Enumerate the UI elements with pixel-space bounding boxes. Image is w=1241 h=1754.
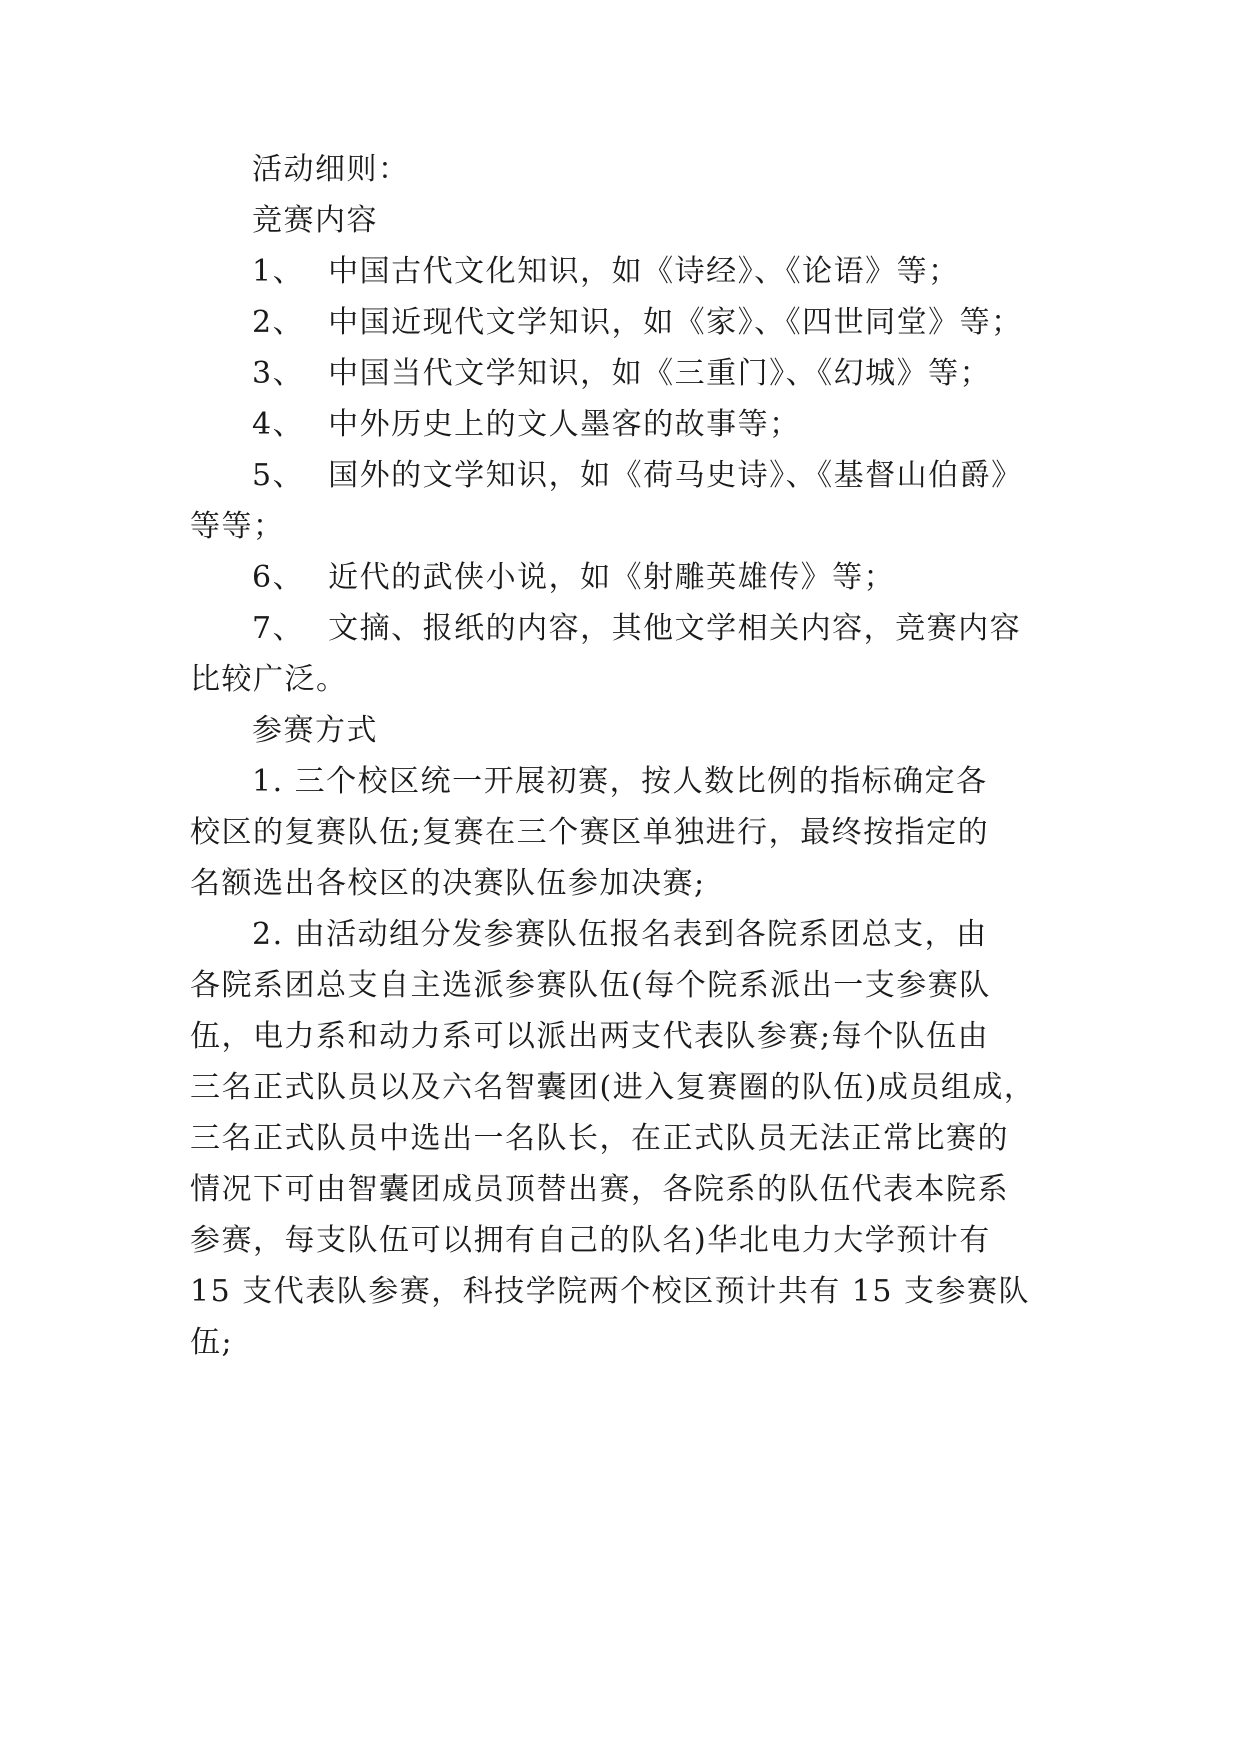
method-para2-line: 15 支代表队参赛，科技学院两个校区预计共有 15 支参赛队 <box>190 1274 1030 1309</box>
item-number: 1、 <box>252 254 305 289</box>
method-para2-line: 各院系团总支自主选派参赛队伍(每个院系派出一支参赛队 <box>190 968 991 1003</box>
document-heading: 活动细则： <box>252 152 410 187</box>
content-item-1 <box>252 252 960 292</box>
content-item-5 <box>252 456 1023 496</box>
item-text: 中国当代文学知识，如《三重门》、《幻城》等； <box>328 356 992 391</box>
content-item-7 <box>252 609 1021 649</box>
item-number: 5、 <box>252 458 305 493</box>
item-text: 文摘、报纸的内容，其他文学相关内容，竞赛内容 <box>328 611 1022 646</box>
content-item-3 <box>252 354 991 394</box>
item-text: 中国古代文化知识，如《诗经》、《论语》等； <box>328 254 960 289</box>
method-para2-line: 伍，电力系和动力系可以派出两支代表队参赛;每个队伍由 <box>190 1019 990 1054</box>
method-para2-line: 三名正式队员中选出一名队长，在正式队员无法正常比赛的 <box>190 1121 1009 1156</box>
content-item-6 <box>252 558 895 598</box>
content-item-5-continuation: 等等； <box>190 509 285 544</box>
item-text: 中国近现代文学知识，如《家》、《四世同堂》等； <box>328 305 1023 340</box>
item-number: 3、 <box>252 356 305 391</box>
method-para2-line: 三名正式队员以及六名智囊团(进入复赛圈的队伍)成员组成， <box>190 1070 1036 1105</box>
item-text: 国外的文学知识，如《荷马史诗》、《基督山伯爵》 <box>328 458 1023 493</box>
content-item-4 <box>252 405 801 445</box>
item-number: 6、 <box>252 560 305 595</box>
method-para2-line: 2. 由活动组分发参赛队伍报名表到各院系团总支，由 <box>252 917 988 952</box>
item-text: 中外历史上的文人墨客的故事等； <box>328 407 801 442</box>
item-number: 4、 <box>252 407 305 442</box>
content-item-2 <box>252 303 1023 343</box>
item-number: 7、 <box>252 611 305 646</box>
method-para2-line: 情况下可由智囊团成员顶替出赛，各院系的队伍代表本院系 <box>190 1172 1009 1207</box>
method-para1-line: 1. 三个校区统一开展初赛，按人数比例的指标确定各 <box>252 764 988 799</box>
item-number: 2、 <box>252 305 305 340</box>
method-para1-line: 名额选出各校区的决赛队伍参加决赛; <box>190 866 706 901</box>
content-item-7-continuation: 比较广泛。 <box>190 662 348 697</box>
method-para2-line: 伍; <box>190 1325 234 1360</box>
item-text: 近代的武侠小说，如《射雕英雄传》等； <box>328 560 896 595</box>
method-para1-line: 校区的复赛队伍;复赛在三个赛区单独进行，最终按指定的 <box>190 815 990 850</box>
section-title-content: 竞赛内容 <box>252 203 378 238</box>
section-title-method: 参赛方式 <box>252 713 378 748</box>
method-para2-line: 参赛，每支队伍可以拥有自己的队名)华北电力大学预计有 <box>190 1223 991 1258</box>
